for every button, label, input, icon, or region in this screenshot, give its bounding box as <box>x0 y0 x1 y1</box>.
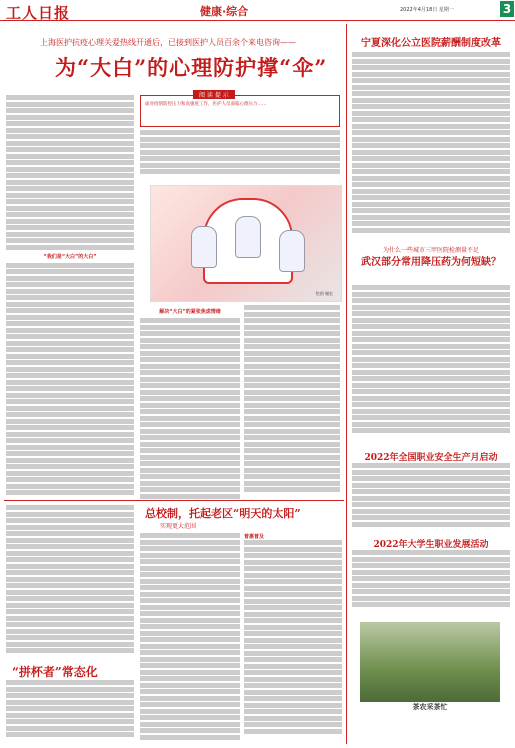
right-news-text-2 <box>352 550 510 618</box>
left-bottom-text-2 <box>6 680 134 744</box>
illustration-caption: 绘图 谢宏 <box>315 291 333 296</box>
mid-story-col-b <box>244 533 342 743</box>
main-headline: 为“大白”的心理防护撑“伞” <box>55 55 328 80</box>
right-news-title-1: 2022年全国职业安全生产月启动 <box>364 453 498 463</box>
illustration <box>150 185 342 302</box>
right-mid-text <box>352 285 510 445</box>
right-top-text <box>352 52 510 240</box>
medic-figure <box>191 226 217 268</box>
editor-note-label: 阅 读 提 示 <box>193 90 235 99</box>
medic-figure <box>235 216 261 258</box>
left-bottom-text <box>6 505 134 660</box>
right-mid-headline: 武汉部分常用降压药为何短缺？ <box>361 257 501 268</box>
right-top-headline: 宁夏深化公立医院薪酬制度改革 <box>361 38 501 49</box>
left-bottom-headline: “拼杯者”常态化 <box>12 665 98 679</box>
left-column <box>6 95 134 500</box>
section-divider <box>4 500 344 501</box>
medic-figure <box>279 230 305 272</box>
masthead <box>0 0 515 21</box>
main-subhead: 上海医护抗疫心理关爱热线开通后，已接到医护人员百余个来电咨询—— <box>40 38 296 47</box>
center-col-b <box>244 305 340 500</box>
sub-heading-a: “我们是“大白”的大白” <box>43 253 97 260</box>
tea-photo <box>360 622 500 702</box>
editor-note-box <box>140 92 340 127</box>
right-news-title-2: 2022年大学生职业发展活动 <box>373 540 489 550</box>
mid-story-col-a <box>140 533 240 743</box>
tea-photo-caption: 茶农采茶忙 <box>412 703 448 711</box>
sub-heading-b: 解决“大白”的紧张焦虑情绪 <box>159 309 221 315</box>
center-top-text <box>140 130 340 182</box>
issue-date: 2022年4月18日 星期一 <box>400 7 454 13</box>
center-col-a <box>140 305 240 500</box>
newspaper-logo: 工人日报 <box>6 4 71 22</box>
column-divider <box>346 24 347 744</box>
right-mid-kicker: 为什么一些城市三甲医院检测量不足 <box>382 247 479 254</box>
section-title: 健康·综合 <box>200 5 249 18</box>
mid-story-subhead: 实现更大范围 <box>160 523 197 530</box>
page-number: 3 <box>500 1 514 17</box>
editor-note-text: 面对疫情防控压力和高强度工作，医护人员面临心理压力…… <box>145 102 267 107</box>
right-news-text-1 <box>352 463 510 533</box>
mid-story-headline: 总校制，托起老区“明天的太阳” <box>145 507 301 520</box>
mid-story-subhead-2: 普惠普及 <box>244 534 265 540</box>
